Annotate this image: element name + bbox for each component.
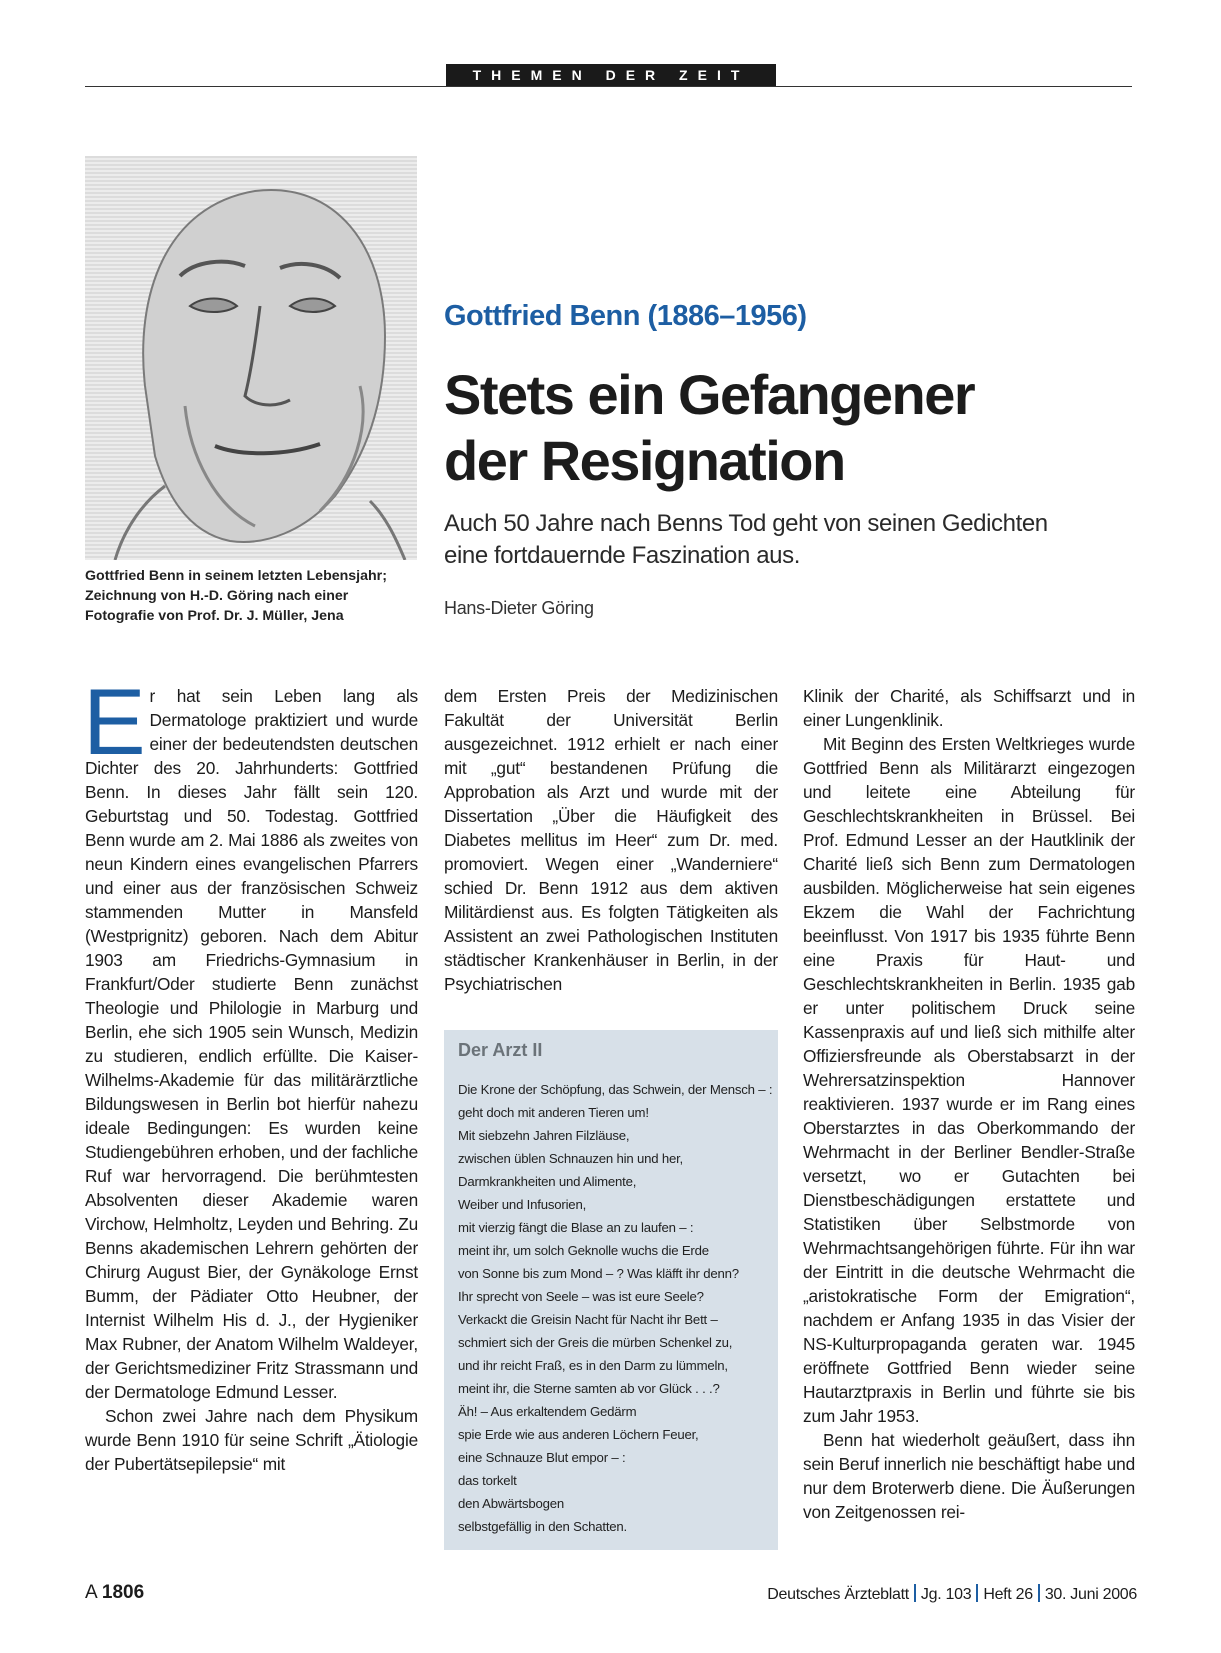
article-headline [444, 362, 1144, 494]
poem-box [444, 1030, 778, 1550]
poem-line: zwischen üblen Schnauzen hin und her, [458, 1151, 684, 1166]
poem-line: Ihr sprecht von Seele – was ist eure Seele? [458, 1289, 704, 1304]
article-lead [444, 508, 1144, 572]
drop-cap: E [83, 669, 146, 774]
poem-title: Der Arzt II [458, 1040, 543, 1060]
journal-date: 30. Juni 2006 [1044, 1586, 1137, 1603]
poem-line: Mit siebzehn Jahren Filzläuse, [458, 1128, 630, 1143]
poem-line: eine Schnauze Blut empor – : [458, 1450, 626, 1465]
page-prefix: A [85, 1582, 97, 1603]
poem-line: geht doch mit anderen Tieren um! [458, 1105, 649, 1120]
body-column-1 [83, 669, 418, 1476]
poem-line: von Sonne bis zum Mond – ? Was kläfft ihr denn? [458, 1266, 739, 1281]
poem-line: den Abwärtsbogen [458, 1496, 565, 1511]
body-column-3 [803, 684, 1135, 1524]
paragraph: Mit Beginn des Ersten Weltkrieges wurde Gottfried Benn als Militärarzt eingezogen und leitete eine Abteilung für Geschlechtskrankheiten in Brüssel. Bei Prof. Edmund Lesser an der Hautklinik der Charité ließ sich Benn zum Dermatologen ausbilden. Möglicherweise hat sein eigenes Ekzem die Wahl der Fachrichtung beeinflusst. Von 1917 bis 1935 führte Benn eine Praxis für Haut- und Geschlechtskrankheiten in Berlin. 1935 gab er unter politischem Druck seine Kassenpraxis auf und ließ sich mithilfe alter Offiziersfreunde als Oberstabsarzt in der Wehrersatzinspektion Hannover reaktivieren. 1937 wurde er im Rang eines Oberstarztes in das Oberkommando der Wehrmacht in der Berliner Bendler-Straße versetzt, wo er Gutachten bei Dienstbeschädigungen erstattete und Statistiken über Selbstmorde von Wehrmachtsangehörigen führte. Für ihn war der Eintritt in die deutsche Wehrmacht die „aristokratische Form der Emigration“, nachdem er Anfang 1935 in das Visier der NS-Kulturpropaganda geraten war. 1945 eröffnete Gottfried Benn wieder seine Hautarztpraxis in Berlin und führte sie bis zum Jahr 1953. [803, 734, 1135, 1426]
paragraph: Benn hat wiederholt geäußert, dass ihn sein Beruf innerlich nie beschäftigt habe und nur dem Broterwerb diene. Die Äußerungen von Zeitgenossen rei- [803, 1430, 1135, 1522]
paragraph: Klinik der Charité, als Schiffsarzt und in einer Lungenklinik. [803, 686, 1135, 730]
poem-line: schmiert sich der Greis die mürben Schenkel zu, [458, 1335, 733, 1350]
poem-line: und ihr reicht Fraß, es in den Darm zu lümmeln, [458, 1358, 728, 1373]
footer-separator [976, 1584, 978, 1602]
poem-text [458, 1078, 773, 1538]
portrait-drawing [85, 156, 417, 560]
page-number-value: 1806 [101, 1582, 145, 1603]
page-number [85, 1582, 144, 1604]
body-column-2 [444, 684, 778, 996]
poem-line: Darmkrankheiten und Alimente, [458, 1174, 637, 1189]
headline-line-1: Stets ein Gefangener [444, 363, 975, 426]
poem-line: mit vierzig fängt die Blase an zu laufen – : [458, 1220, 694, 1235]
poem-line: meint ihr, die Sterne samten ab vor Glück . . .? [458, 1381, 720, 1396]
header-rule [85, 86, 1132, 87]
poem-line: Verkackt die Greisin Nacht für Nacht ihr Bett – [458, 1312, 718, 1327]
section-rubric: THEMEN DER ZEIT [446, 64, 776, 86]
poem-line: selbstgefällig in den Schatten. [458, 1519, 628, 1534]
poem-line: spie Erde wie aus anderen Löchern Feuer, [458, 1427, 699, 1442]
journal-name: Deutsches Ärzteblatt [767, 1586, 909, 1603]
footer-separator [1038, 1584, 1040, 1602]
poem-line: meint ihr, um solch Geknolle wuchs die Erde [458, 1243, 709, 1258]
article-kicker: Gottfried Benn (1886–1956) [444, 300, 807, 332]
poem-line: Weiber und Infusorien, [458, 1197, 587, 1212]
lead-line-1: Auch 50 Jahre nach Benns Tod geht von seinen Gedichten [444, 510, 1048, 537]
paragraph: Schon zwei Jahre nach dem Physikum wurde Benn 1910 für seine Schrift „Ätiologie der Pubertätsepilepsie“ mit [85, 1406, 418, 1474]
paragraph: dem Ersten Preis der Medizinischen Fakultät der Universität Berlin ausgezeichnet. 1912 erhielt er nach einer mit „gut“ bestandenen Prüfung die Approbation als Arzt und wurde mit der Dissertation „Über die Häufigkeit des Diabetes mellitus im Heer“ zum Dr. med. promoviert. Wegen einer „Wanderniere“ schied Dr. Benn 1912 aus dem aktiven Militärdienst aus. Es folgten Tätigkeiten als Assistent an zwei Pathologischen Instituten städtischer Krankenhäuser in Berlin, in der Psychiatrischen [444, 686, 778, 994]
headline-line-2: der Resignation [444, 429, 845, 492]
journal-footer [767, 1584, 1137, 1604]
article-author: Hans-Dieter Göring [444, 598, 594, 618]
paragraph-text: r hat sein Leben lang als Dermatologe praktiziert und wurde einer der bedeutendsten deutschen Dichter des 20. Jahrhunderts: Gottfried Benn. In dieses Jahr fällt sein 120. Geburtstag und 50. Todestag. Gottfried Benn wurde am 2. Mai 1886 als zweites von neun Kindern eines evangelischen Pfarrers und einer aus der französischen Schweiz stammenden Mutter in Mansfeld (Westprignitz) geboren. Nach dem Abitur 1903 am Friedrichs-Gymnasium in Frankfurt/Oder studierte Benn zunächst Theologie und Philologie in Marburg und Berlin, ehe sich 1905 sein Wunsch, Medizin zu studieren, endlich erfüllte. Die Kaiser-Wilhelms-Akademie für das militärärztliche Bildungswesen in Berlin bot hierfür nahezu ideale Bedingungen: Es wurden keine Studiengebühren erhoben, und der fachliche Ruf war hervorragend. Die berühmtesten Absolventen dieser Akademie waren Virchow, Helmholtz, Leyden und Behring. Zu Benns akademischen Lehrern gehörten der Chirurg August Bier, der Gynäkologe Ernst Bumm, der Pädiater Otto Heubner, der Internist Wilhelm His d. J., der Hygieniker Max Rubner, der Anatom Wilhelm Waldeyer, der Gerichtsmediziner Fritz Strassmann und der Dermatologe Edmund Lesser. [85, 686, 418, 1402]
poem-line: Äh! – Aus erkaltendem Gedärm [458, 1404, 637, 1419]
lead-line-2: eine fortdauernde Faszination aus. [444, 542, 800, 569]
paragraph [83, 669, 418, 1404]
journal-volume: Jg. 103 [920, 1586, 972, 1603]
portrait-caption: Gottfried Benn in seinem letzten Lebensjahr; Zeichnung von H.-D. Göring nach einer Fotografie von Prof. Dr. J. Müller, Jena [85, 568, 387, 624]
poem-line: das torkelt [458, 1473, 517, 1488]
journal-issue: Heft 26 [983, 1586, 1033, 1603]
poem-line: Die Krone der Schöpfung, das Schwein, der Mensch – : [458, 1082, 773, 1097]
footer-separator [914, 1584, 916, 1602]
